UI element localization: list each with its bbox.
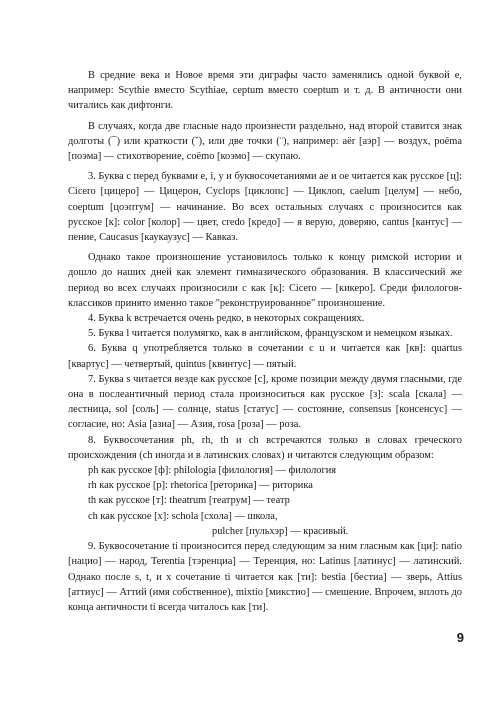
page-number: 9: [456, 630, 464, 645]
paragraph-letter-c: 3. Буква c перед буквами e, i, y и буквосочетаниями ae и oe читается как русское [ц]: Cicero [цицеро] — Цицерон, Cyclops [циклопс] — Циклоп, caelum [целум] — небо, coeptum [цоэптум] — начинание. Во всех остальных случаях c произносится как русское [к]: color [колор] — цвет, credo [кредо] — я верую, доверяю, cantus [кантус] — пение, Caucasus [каукаузус] — Кавказ.: [68, 171, 462, 244]
example-rh: rh как русское [р]: rhetorica [реторика] — риторика: [88, 480, 313, 492]
paragraph-diaeresis: В случаях, когда две гласные надо произнести раздельно, над второй ставится знак долготы (¯) или краткости (˘), или две точки (¨), например: aër [аэр] — воздух, poëma [поэма] — стихотворение, coëmo [коэмо] — скупаю.: [68, 120, 462, 163]
example-ch: ch как русское [х]: schola [схола] — школа,: [88, 510, 278, 522]
paragraph-pronunciation: Однако такое произношение установилось только к концу римской истории и дошло до наших дней как элемент гимназического образования. В классический же период во всех случаях произносили c как [к]: Cicero — [кикеро]. Среди филологов-классиков принято именно такое "реконструированное" произношение.: [68, 252, 462, 309]
text-column: [68, 68, 462, 615]
paragraph-letter-k: 4. Буква k встречается очень редко, в некоторых сокращениях.: [88, 313, 365, 325]
paragraph-letter-l: 5. Буква l читается полумягко, как в английском, французском и немецком языках.: [88, 328, 453, 340]
example-ch-pulcher: pulcher [пульхэр] — красивый.: [212, 525, 349, 537]
paragraph-digraphs: В средние века и Новое время эти диграфы часто заменялись одной буквой e, например: Scythie вместо Scythiae, ceptum вместо coeptum и т. д. В античности они читались как дифтонги.: [68, 70, 462, 112]
example-th: th как русское [т]: theatrum [театрум] — театр: [88, 495, 290, 507]
paragraph-letter-s: 7. Буква s читается везде как русское [с], кроме позиции между двумя гласными, где она в послеантичный период стала произноситься как русское [з]: scala [скала] — лестница, sol [соль] — солнце, status [статус] — состояние, consensus [консенсус] — согласие, но: Asia [азиа] — Азия, rosa [роза] — роза.: [68, 373, 462, 431]
paragraph-letter-q: 6. Буква q употребляется только в сочетании с u и читается как [кв]: quartus [квартус] — четвертый, quintus [квинтус] — пятый.: [68, 343, 462, 370]
example-ph: ph как русское [ф]: philologia [филология] — филология: [88, 465, 337, 477]
paragraph-ti: 9. Буквосочетание ti произносится перед следующим за ним гласным как [ци]: natio [нацио] — народ, Terentia [тэренциа] — Теренция, но: Latinus [латинус] — латинский. Однако после s, t, и x сочетание ti читается как [ти]: bestia [бестиа] — зверь, Attius [аттиус] — Аттий (имя собственное), mixtio [микстио] — смешение. Впрочем, вплоть до конца античности ti всегда читалось как [ти].: [68, 541, 462, 613]
paragraph-digraphs-greek: 8. Буквосочетания ph, rh, th и ch встречаются только в словах греческого происхождения (ch иногда и в латинских словах) и читаются следующим образом:: [68, 434, 462, 461]
